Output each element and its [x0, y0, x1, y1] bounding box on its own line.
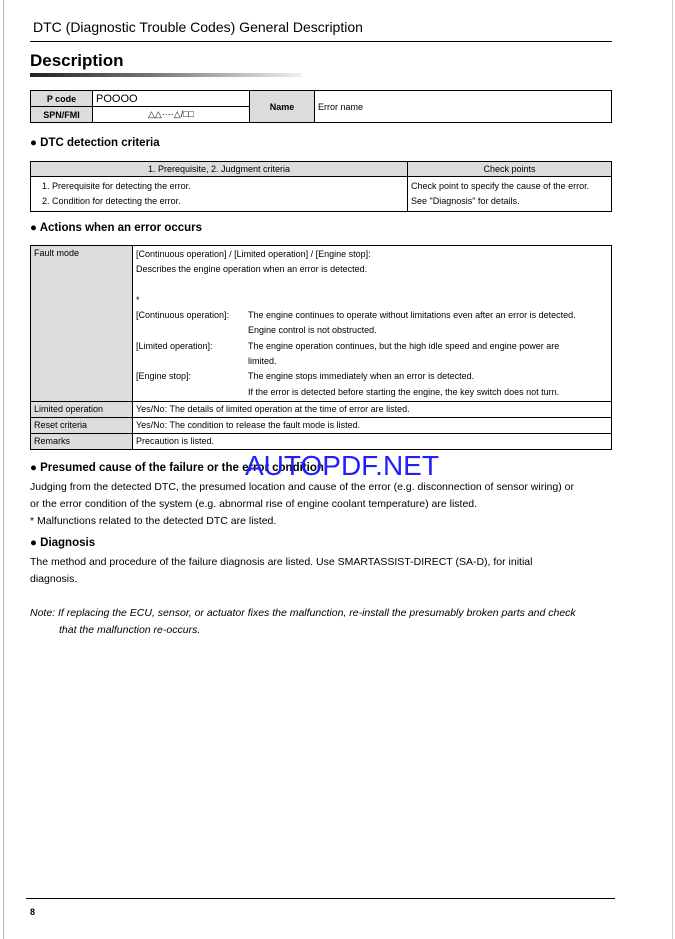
section-title-bar	[30, 73, 302, 77]
fault-mode-line2: Describes the engine operation when an error is detected.	[136, 264, 368, 275]
cause-heading: ● Presumed cause of the failure or the error condition	[30, 462, 324, 474]
header-rule	[30, 41, 612, 42]
detection-col1-header: 1. Prerequisite, 2. Judgment criteria	[31, 162, 408, 177]
footer-rule	[26, 898, 615, 899]
name-value: Error name	[315, 91, 612, 123]
pcode-value: POOOO	[93, 91, 250, 107]
stop-text2: If the error is detected before starting the engine, the key switch does not turn.	[248, 386, 560, 397]
detection-table	[30, 161, 612, 212]
page-frame-right	[672, 0, 673, 939]
spn-label: SPN/FMI	[31, 107, 93, 123]
page-number: 8	[30, 907, 36, 917]
continuous-label: [Continuous operation]:	[136, 310, 230, 321]
code-table	[30, 90, 612, 123]
page-frame-left	[3, 0, 4, 939]
remarks-label: Remarks	[31, 433, 133, 449]
detection-checkpoint: Check point to specify the cause of the error.	[411, 181, 590, 191]
note-line1: Note: If replacing the ECU, sensor, or actuator fixes the malfunction, re-install the presumably broken parts and check	[30, 607, 576, 619]
stop-text1: The engine stops immediately when an error is detected.	[248, 371, 475, 382]
limited-operation-label: Limited operation	[31, 401, 133, 417]
watermark: AUTOPDF.NET	[245, 450, 439, 481]
cause-note: * Malfunctions related to the detected DTC are listed.	[30, 515, 277, 527]
actions-heading: ● Actions when an error occurs	[30, 222, 203, 234]
diagnosis-heading: ● Diagnosis	[30, 537, 96, 549]
reset-criteria-value: Yes/No: The condition to release the fault mode is listed.	[133, 417, 612, 433]
detection-prerequisite: 1. Prerequisite for detecting the error.	[42, 181, 191, 191]
continuous-text2: Engine control is not obstructed.	[248, 325, 377, 336]
fault-mode-label: Fault mode	[31, 246, 133, 402]
limited-text1: The engine operation continues, but the high idle speed and engine power are	[248, 340, 560, 351]
detection-col2-header: Check points	[408, 162, 612, 177]
limited-operation-value: Yes/No: The details of limited operation at the time of error are listed.	[133, 401, 612, 417]
diagnosis-text-line2: diagnosis.	[30, 573, 78, 585]
section-title: Description	[30, 51, 124, 70]
note	[30, 605, 615, 639]
continuous-text1: The engine continues to operate without limitations even after an error is detected.	[248, 310, 576, 321]
cause-text	[30, 479, 615, 530]
spn-value: △△····△/□□	[93, 107, 250, 123]
actions-table	[30, 245, 612, 450]
detection-heading: ● DTC detection criteria	[30, 137, 160, 149]
limited-label: [Limited operation]:	[136, 340, 213, 351]
page-header-title: DTC (Diagnostic Trouble Codes) General Description	[33, 19, 363, 35]
note-line2: that the malfunction re-occurs.	[59, 624, 201, 636]
limited-text2: limited.	[248, 356, 277, 367]
remarks-value: Precaution is listed.	[133, 433, 612, 449]
diagnosis-text	[30, 554, 615, 588]
fault-mode-line1: [Continuous operation] / [Limited operation] / [Engine stop]:	[136, 249, 371, 259]
name-label: Name	[250, 91, 315, 123]
pcode-label: P code	[31, 91, 93, 107]
detection-see-diagnosis: See "Diagnosis" for details.	[411, 196, 520, 206]
stop-label: [Engine stop]:	[136, 371, 192, 382]
diagnosis-text-line1: The method and procedure of the failure diagnosis are listed. Use SMARTASSIST-DIRECT (SA-D), for initial	[30, 556, 533, 568]
reset-criteria-label: Reset criteria	[31, 417, 133, 433]
cause-text-line2: or the error condition of the system (e.g. abnormal rise of engine coolant temperature) are listed.	[30, 498, 478, 510]
cause-text-line1: Judging from the detected DTC, the presumed location and cause of the error (e.g. disconnection of sensor wiring) or	[30, 481, 574, 493]
detection-condition: 2. Condition for detecting the error.	[42, 196, 181, 206]
fault-mode-star: *	[136, 294, 140, 305]
